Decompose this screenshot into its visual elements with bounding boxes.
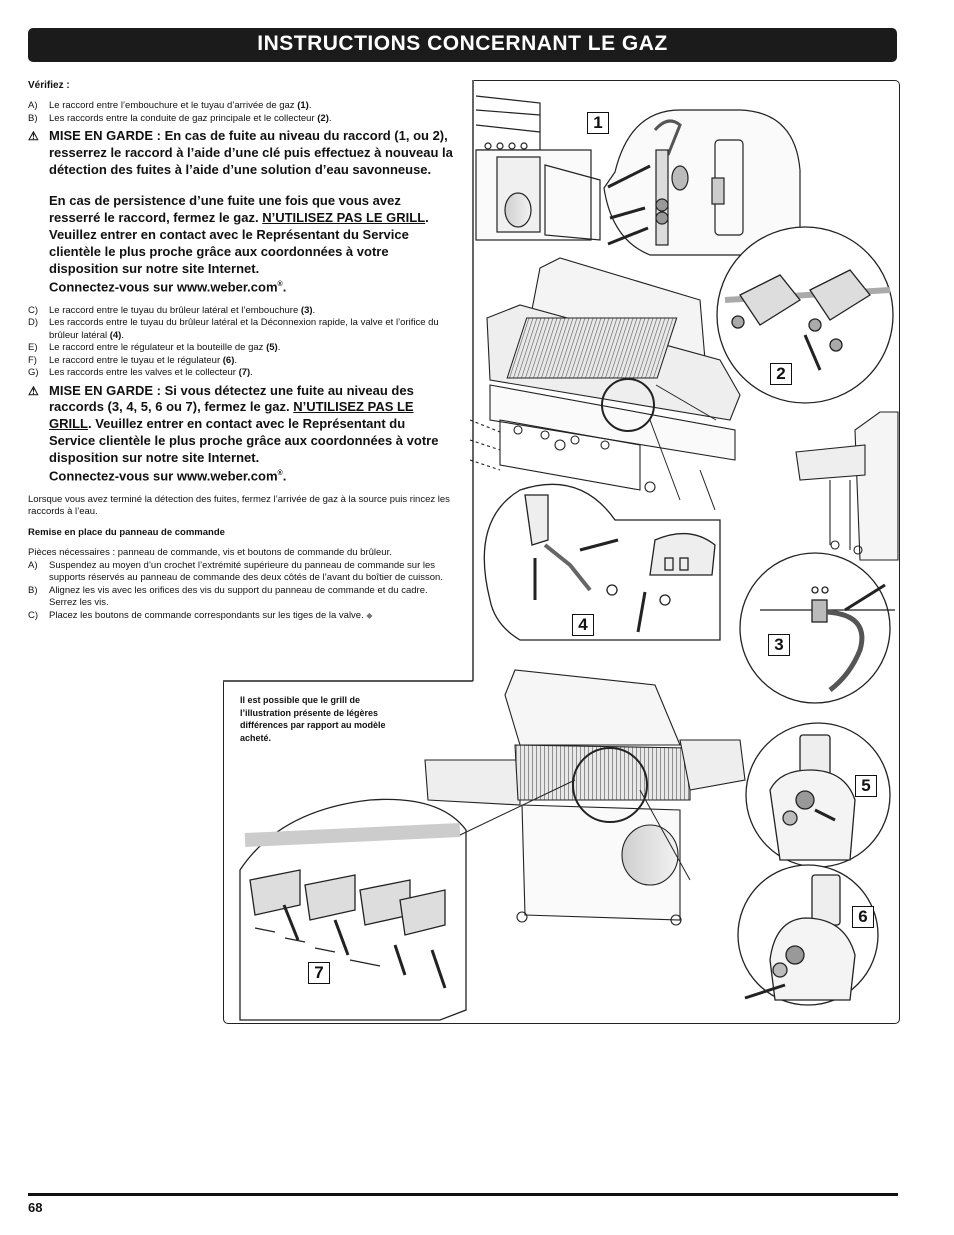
warning-1-followup: En cas de persistence d’une fuite une fois que vous avez resserré le raccord, fermez le gaz. N’UTILISEZ PAS LE GRILL. Veuillez entrer en contact avec le Représentant du Service clientèle le plus proche grâce aux coordonnées à votre disposition sur notre site Internet. Connectez-vous sur www.weber.com®.	[49, 193, 429, 295]
detail-6	[738, 865, 878, 1005]
warning-triangle-icon: ⚠	[28, 129, 39, 143]
end-diamond-icon: ◆	[366, 610, 373, 620]
callout-1: 1	[587, 112, 609, 134]
detail-4	[484, 484, 720, 640]
detail-7	[240, 799, 466, 1020]
instructions-column	[28, 80, 453, 622]
callout-7: 7	[308, 962, 330, 984]
list-item: G) Les raccords entre les valves et le collecteur (7).	[28, 367, 253, 378]
verify-items-cg	[28, 305, 453, 380]
list-item: E) Le raccord entre le régulateur et la bouteille de gaz (5).	[28, 342, 281, 353]
section-title: INSTRUCTIONS CONCERNANT LE GAZ	[257, 32, 668, 55]
grill-bottom-view	[425, 670, 745, 925]
panel-heading: Remise en place du panneau de commande	[28, 526, 225, 538]
footer-rule	[28, 1193, 898, 1196]
after-check-text: Lorsque vous avez terminé la détection des fuites, fermez l’arrivée de gaz à la source puis rincez les raccords à l’eau.	[28, 493, 450, 518]
warning-2-text: MISE EN GARDE : Si vous détectez une fuite au niveau des raccords (3, 4, 5, 6 ou 7), fermez le gaz. N’UTILISEZ PAS LE GRILL. Veuillez entrer en contact avec le Représentant du Service clientèle le plus proche grâce aux coordonnées à votre disposition sur notre site Internet. Connectez-vous sur www.weber.com®.	[49, 382, 439, 484]
list-item: A) Suspendez au moyen d’un crochet l’extrémité supérieure du panneau de commande sur les supports réservés au panneau de commande des deux côtés de l’avant du boîtier de cuisson.	[28, 559, 443, 584]
detail-3	[740, 553, 895, 703]
list-item: B) Alignez les vis avec les orifices des vis du support du panneau de commande et du cadre. Serrez les vis.	[28, 584, 428, 609]
callout-4: 4	[572, 614, 594, 636]
callout-3: 3	[768, 634, 790, 656]
list-item: C) Placez les boutons de commande correspondants sur les tiges de la valve. ◆	[28, 609, 373, 621]
figure-caption: Il est possible que le grill de l’illustration présente de légères différences par rapport au modèle acheté.	[240, 695, 386, 743]
grill-main-view	[470, 258, 740, 492]
list-item: B) Les raccords entre la conduite de gaz principale et le collecteur (2).	[28, 112, 332, 124]
detail-2	[717, 227, 893, 403]
warning-block-2	[28, 383, 453, 486]
panel-steps	[28, 560, 453, 623]
verify-items-ab	[28, 100, 453, 125]
grill-cart-topview	[476, 96, 600, 240]
callout-6: 6	[852, 906, 874, 928]
grill-side-view	[796, 412, 898, 560]
callout-2: 2	[770, 363, 792, 385]
warning-block-1	[28, 128, 453, 297]
verify-heading: Vérifiez :	[28, 80, 70, 91]
callout-5: 5	[855, 775, 877, 797]
page-number: 68	[28, 1200, 43, 1215]
panel-parts: Pièces nécessaires : panneau de commande, vis et boutons de commande du brûleur.	[28, 547, 392, 559]
detail-1	[604, 110, 800, 255]
warning-triangle-icon: ⚠	[28, 383, 39, 398]
list-item: D) Les raccords entre le tuyau du brûleur latéral et la Déconnexion rapide, la valve et l’orifice du brûleur latéral (4).	[28, 317, 439, 341]
list-item: A) Le raccord entre l’embouchure et le tuyau d’arrivée de gaz (1).	[28, 100, 312, 111]
list-item: C) Le raccord entre le tuyau du brûleur latéral et l’embouchure (3).	[28, 304, 316, 316]
list-item: F) Le raccord entre le tuyau et le régulateur (6).	[28, 354, 238, 366]
warning-1-text: MISE EN GARDE : En cas de fuite au niveau du raccord (1, ou 2), resserrez le raccord à l’aide d’une clé puis effectuez à nouveau la détection des fuites à l’aide d’une solution d’eau savonneuse.	[49, 128, 453, 177]
